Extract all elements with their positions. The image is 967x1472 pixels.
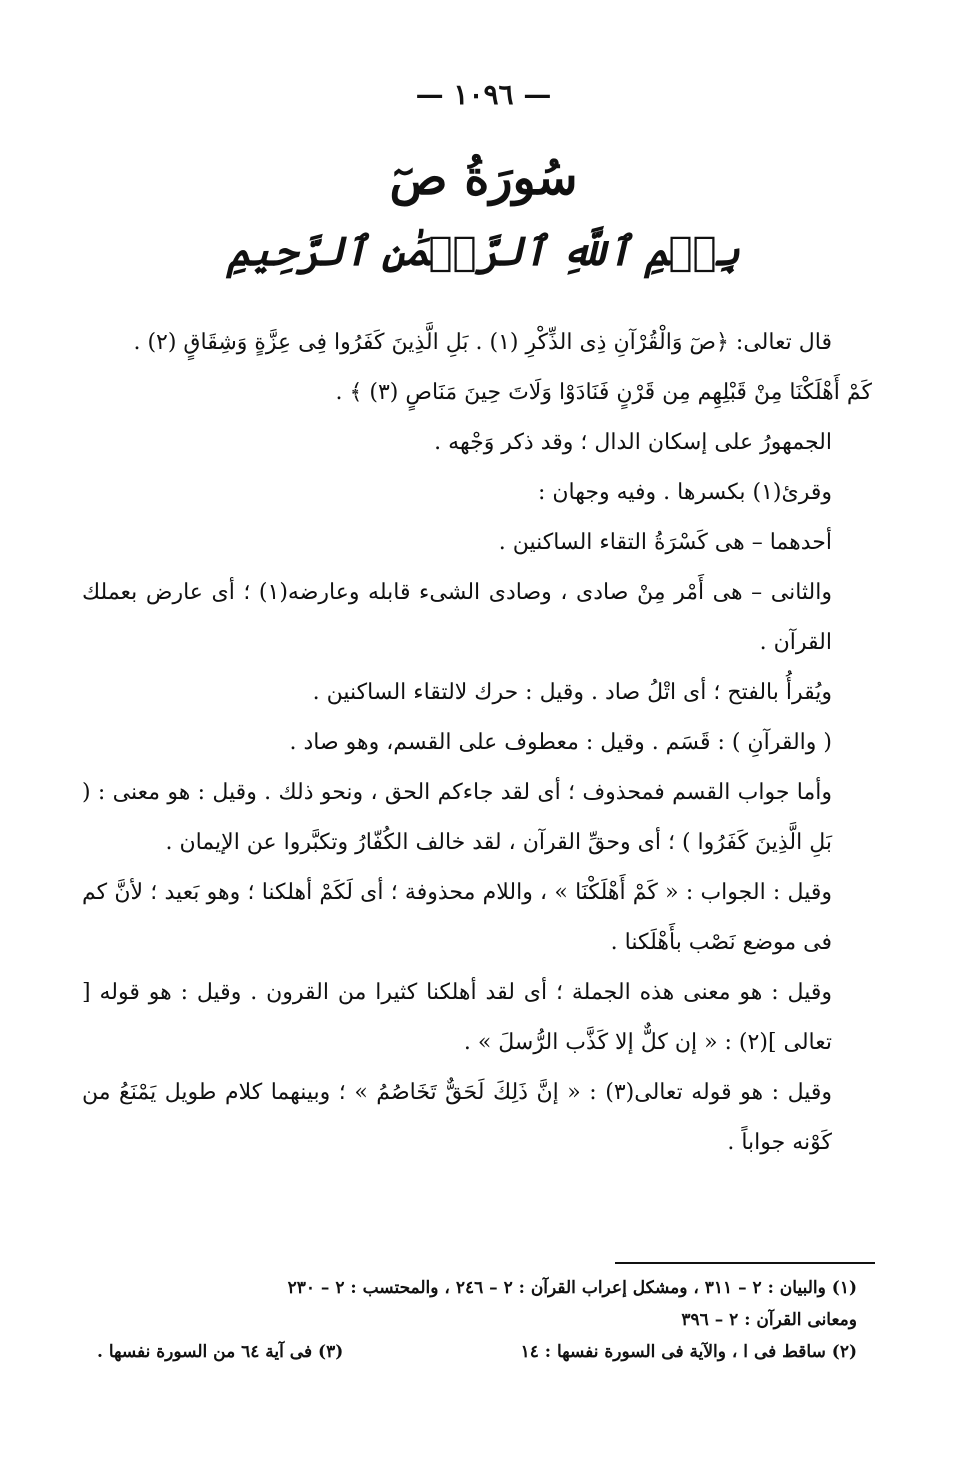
paragraph: والثانى – هى أَمْر مِنْ صادى ، وصادى الشىء قابله وعارضه(١) ؛ أى عارض بعملك القرآن .	[82, 580, 832, 655]
footnote-1: (١) والبيان : ٢ – ٣١١ ، ومشكل إعراب القرآن : ٢ – ٢٤٦ ، والمحتسب : ٢ – ٢٣٠	[287, 1278, 857, 1298]
surah-title: سُورَةُ صٓ	[389, 150, 578, 206]
footnote-row	[97, 1336, 857, 1368]
footnote-1-continued: ومعانى القرآن : ٢ – ٣٩٦	[681, 1310, 857, 1330]
footnotes	[97, 1272, 857, 1368]
paragraph: وأما جواب القسم فمحذوف ؛ أى لقد جاءكم الحق ، ونحو ذلك . وقيل : هو معنى : ( بَلِ الَّذِينَ كَفَرُوا ) ؛ أى وحقِّ القرآن ، لقد خالف الكُفّارُ وتكبَّروا عن الإيمان .	[82, 780, 832, 855]
paragraph-verse-quote: قال تعالى: ﴿صٓ وَالْقُرْآنِ ذِى الذِّكْرِ (١) . بَلِ الَّذِينَ كَفَرُوا فِى عِزَّةٍ وَشِقَاقٍ (٢) .	[133, 330, 832, 355]
paragraph: ( والقرآنِ ) : قَسَم . وقيل : معطوف على القسم، وهو صاد .	[289, 730, 832, 755]
basmala: بِسۡمِ ٱللَّهِ ٱلرَّحۡمَٰنِ ٱلرَّحِيمِ	[227, 228, 740, 275]
paragraph: وقيل : هو معنى هذه الجملة ؛ أى لقد أهلكنا كثيرا من القرون . وقيل : هو قوله [ تعالى ](٢) : « إن كلٌّ إلا كَذَّب الرُّسلَ » .	[82, 980, 832, 1055]
footnote-3: (٣) فى آية ٦٤ من السورة نفسها .	[97, 1342, 344, 1362]
paragraph: وقيل : هو قوله تعالى(٣) : « إنَّ ذَلِكَ لَحَقٌّ تَخَاصُمُ » ؛ وبينهما كلام طويل يَمْنَعُ من كَوْنه جواباً .	[82, 1080, 833, 1155]
paragraph-verse-quote-cont: كَمْ أَهْلَكْنَا مِنْ قَبْلِهِم مِن قَرْنٍ فَنَادَوْا وَلَاتَ حِينَ مَنَاصٍ (٣) ﴾ .	[335, 380, 872, 405]
paragraph: وقيل : الجواب : « كَمْ أَهْلَكْنَا » ، واللام محذوفة ؛ أى لَكَمْ أهلكنا ؛ وهو بَعيد ؛ لأنَّ كم فى موضع نَصْب بأَهْلَكنا .	[82, 880, 832, 955]
paragraph: وقرئ(١) بكسرها . وفيه وجهان :	[537, 480, 832, 505]
paragraph: أحدهما – هى كَسْرَةُ التقاء الساكنين .	[498, 530, 832, 555]
paragraph: الجمهورُ على إسكان الدال ؛ وقد ذكر وَجْهه .	[434, 430, 832, 455]
paragraph: ويُقرأُ بالفتح ؛ أى اتْلُ صاد . وقيل : حرك لالتقاء الساكنين .	[312, 680, 832, 705]
footnote-2: (٢) ساقط فى ا ، والآية فى السورة نفسها : ١٤	[520, 1342, 857, 1362]
footnote-divider	[615, 1262, 875, 1264]
page-number: — ١٠٩٦ —	[415, 78, 552, 111]
body-text	[82, 318, 872, 1168]
